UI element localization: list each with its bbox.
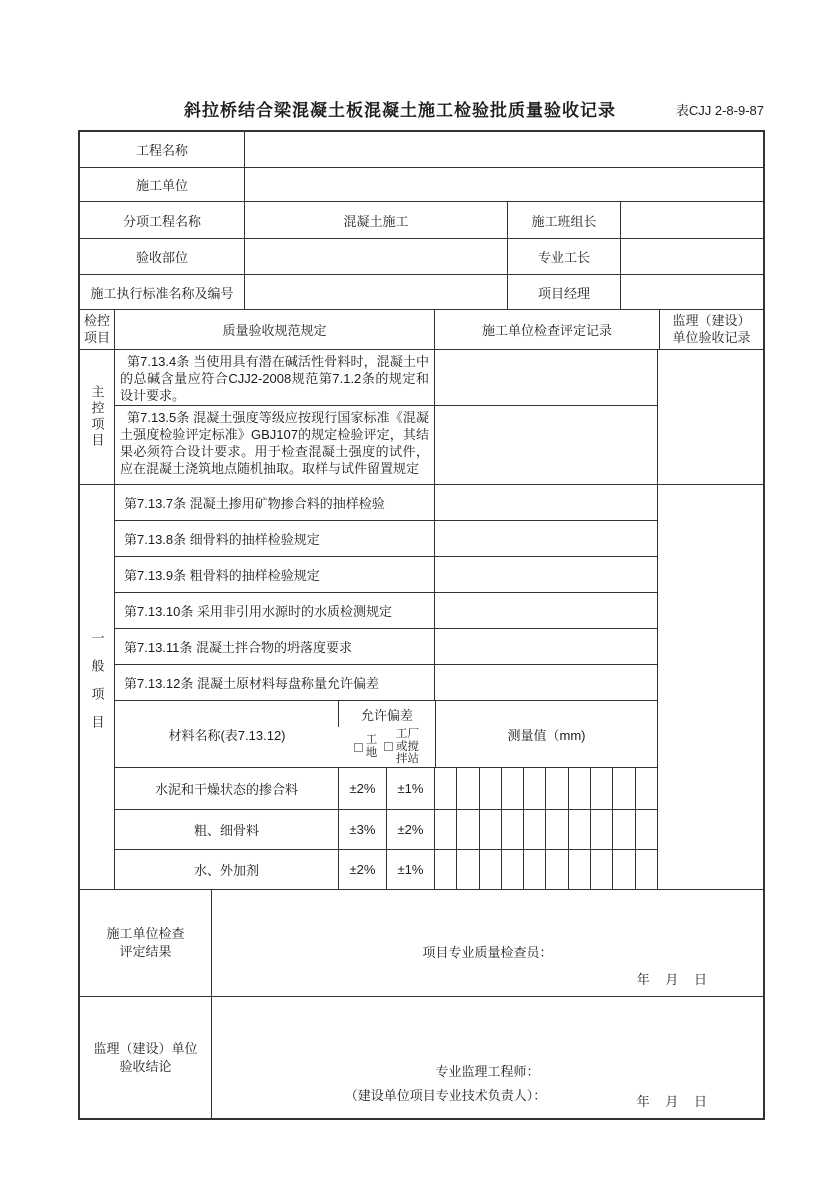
measure-cell: [435, 768, 457, 809]
measure-cell: [546, 768, 568, 809]
spec-text-7-13-5: 第7.13.5条 混凝土强度等级应按现行国家标准《混凝土强度检验评定标准》GBJ107的规定检验评定，其结果必须符合设计要求。用于检查混凝土强度的试件，应在混凝土浇筑地点随机抽取。取样与试件留置规定: [115, 406, 435, 484]
general-item-rows: [115, 485, 657, 889]
acceptance-label-line2: 验收结论: [119, 1058, 172, 1074]
check-result-label-line1: 施工单位检查: [106, 926, 185, 942]
plant-option: [384, 728, 420, 766]
measure-cell: [502, 810, 524, 849]
general-items-section-label: 一般项目: [80, 485, 115, 889]
site-checkbox-icon: [354, 743, 363, 752]
measure-cell: [502, 850, 524, 889]
measure-cell: [480, 768, 502, 809]
technical-director-signature-label: （建设单位项目专业技术负责人）：: [344, 1088, 547, 1103]
row-construction-unit: [80, 168, 763, 202]
measure-cell: [591, 768, 613, 809]
check-result-label: [80, 890, 212, 996]
main-control-supervision-cell: [657, 350, 763, 484]
acceptance-conclusion-content: [212, 997, 763, 1118]
main-control-section: [80, 350, 763, 485]
spec-text-7-13-8: 第7.13.8条 细骨料的抽样检验规定: [115, 521, 435, 556]
row-acceptance-part: [80, 239, 763, 275]
spec-text-7-13-10: 第7.13.10条 采用非引用水源时的水质检测规定: [115, 593, 435, 628]
project-manager-value: [621, 275, 763, 309]
allowance-header: 允许偏差: [360, 708, 413, 723]
check-result-row: [80, 890, 763, 997]
material-row-aggregate: [115, 810, 657, 850]
supervision-header-line2: 单位验收记录: [672, 329, 751, 345]
construction-record-cell: [435, 350, 657, 405]
project-manager-label: 项目经理: [508, 275, 621, 309]
measure-cell: [480, 850, 502, 889]
supervision-record-column-header: [659, 310, 763, 349]
measure-cell: [435, 810, 457, 849]
site-allowance-value: ±3%: [339, 810, 387, 849]
spec-text-7-13-7: 第7.13.7条 混凝土掺用矿物掺合料的抽样检验: [115, 485, 435, 520]
acceptance-conclusion-row: [80, 997, 763, 1118]
crew-leader-label: 施工班组长: [508, 202, 621, 238]
check-item-header-line2: 项目: [83, 329, 110, 345]
site-allowance-value: ±2%: [339, 850, 387, 889]
material-row-water: [115, 850, 657, 889]
spec-row-7-13-4: [115, 350, 657, 406]
acceptance-part-value: [245, 239, 508, 274]
measure-cell: [546, 850, 568, 889]
crew-leader-value: [621, 202, 763, 238]
check-result-content: [212, 890, 763, 996]
plant-checkbox-icon: [384, 742, 393, 751]
measure-cell: [480, 810, 502, 849]
construction-record-column-header: 施工单位检查评定记录: [481, 323, 612, 338]
row-subitem: [80, 202, 763, 239]
project-name-value: [245, 132, 763, 167]
construction-record-cell: [435, 521, 657, 556]
spec-row-7-13-9: [115, 557, 657, 593]
construction-record-cell: [435, 665, 657, 700]
measure-cell: [435, 850, 457, 889]
spec-text-7-13-11: 第7.13.11条 混凝土拌合物的坍落度要求: [115, 629, 435, 664]
general-items-section: [80, 485, 763, 890]
measure-cell: [502, 768, 524, 809]
subitem-label: 分项工程名称: [80, 202, 245, 238]
spec-column-header: 质量验收规范规定: [115, 310, 435, 349]
material-table-header-row: [115, 701, 657, 768]
measure-cell: [636, 810, 657, 849]
spec-text-7-13-12: 第7.13.12条 混凝土原材料每盘称量允许偏差: [115, 665, 435, 700]
measure-cell: [613, 810, 635, 849]
main-control-section-label: 主控项目: [80, 350, 115, 484]
measure-cell: [524, 768, 546, 809]
measure-cell: [613, 850, 635, 889]
material-name: 粗、细骨料: [115, 810, 339, 849]
construction-record-cell: [435, 593, 657, 628]
allowance-options: [354, 727, 420, 767]
material-name: 水、外加剂: [115, 850, 339, 889]
measure-cell: [591, 810, 613, 849]
column-header-row: [80, 310, 763, 350]
material-row-cement: [115, 768, 657, 810]
spec-text-7-13-4: 第7.13.4条 当使用具有潜在碱活性骨料时，混凝土中的总碱含量应符合CJJ2-2008规范第7.1.2条的规定和设计要求。: [115, 350, 435, 405]
plant-allowance-value: ±1%: [387, 850, 435, 889]
spec-row-7-13-8: [115, 521, 657, 557]
measure-cell: [569, 850, 591, 889]
spec-row-7-13-10: [115, 593, 657, 629]
check-item-column-header: [80, 310, 115, 349]
material-name: 水泥和干燥状态的掺合料: [115, 768, 339, 809]
site-option: [354, 734, 378, 759]
spec-row-7-13-7: [115, 485, 657, 521]
plant-option-label: 工厂或搅拌站: [396, 728, 419, 766]
acceptance-date: 年 月 日: [636, 1094, 713, 1109]
check-result-label-line2: 评定结果: [119, 944, 172, 959]
measure-cell: [591, 850, 613, 889]
form-code: 表CJJ 2-8-9-87: [675, 103, 764, 118]
construction-record-cell: [435, 557, 657, 592]
plant-allowance-value: ±2%: [387, 810, 435, 849]
general-items-supervision-cell: [657, 485, 763, 889]
spec-text-7-13-9: 第7.13.9条 粗骨料的抽样检验规定: [115, 557, 435, 592]
measured-value-header: 测量值（mm): [435, 701, 657, 767]
measure-cell: [524, 810, 546, 849]
acceptance-form-table: [78, 130, 765, 1120]
spec-row-7-13-5: [115, 406, 657, 484]
standard-value: [245, 275, 508, 309]
measure-cell: [457, 850, 479, 889]
row-standard: [80, 275, 763, 310]
page-title: 斜拉桥结合梁混凝土板混凝土施工检验批质量验收记录: [184, 101, 616, 120]
row-project-name: [80, 132, 763, 168]
construction-unit-label: 施工单位: [80, 168, 245, 201]
measure-cell: [524, 850, 546, 889]
measure-cell: [636, 768, 657, 809]
foreman-label: 专业工长: [508, 239, 621, 274]
site-option-label: 工地: [365, 734, 378, 759]
plant-allowance-value: ±1%: [387, 768, 435, 809]
material-name-header: 材料名称(表7.13.12): [168, 727, 286, 743]
allowance-header-cell: [339, 701, 435, 767]
check-item-header-line1: 检控: [83, 313, 110, 329]
measure-cell: [569, 810, 591, 849]
main-control-rows: [115, 350, 657, 484]
spec-row-7-13-11: [115, 629, 657, 665]
spec-row-7-13-12: [115, 665, 657, 701]
measure-cell: [613, 768, 635, 809]
measure-cell: [546, 810, 568, 849]
check-result-date: 年 月 日: [636, 972, 713, 987]
acceptance-part-label: 验收部位: [80, 239, 245, 274]
standard-label: 施工执行标准名称及编号: [80, 275, 245, 309]
measure-cell: [457, 768, 479, 809]
measure-cell: [636, 850, 657, 889]
quality-inspector-signature-label: 项目专业质量检查员：: [422, 945, 553, 960]
construction-record-cell: [435, 406, 657, 484]
construction-record-cell: [435, 485, 657, 520]
subitem-value: 混凝土施工: [245, 202, 508, 238]
measure-cell: [457, 810, 479, 849]
foreman-value: [621, 239, 763, 274]
acceptance-label-line1: 监理（建设）单位: [93, 1040, 198, 1056]
project-name-label: 工程名称: [80, 132, 245, 167]
supervision-engineer-signature-label: 专业监理工程师：: [435, 1064, 540, 1079]
site-allowance-value: ±2%: [339, 768, 387, 809]
measure-cell: [569, 768, 591, 809]
construction-record-cell: [435, 629, 657, 664]
supervision-header-line1: 监理（建设）: [672, 313, 751, 329]
construction-unit-value: [245, 168, 763, 201]
